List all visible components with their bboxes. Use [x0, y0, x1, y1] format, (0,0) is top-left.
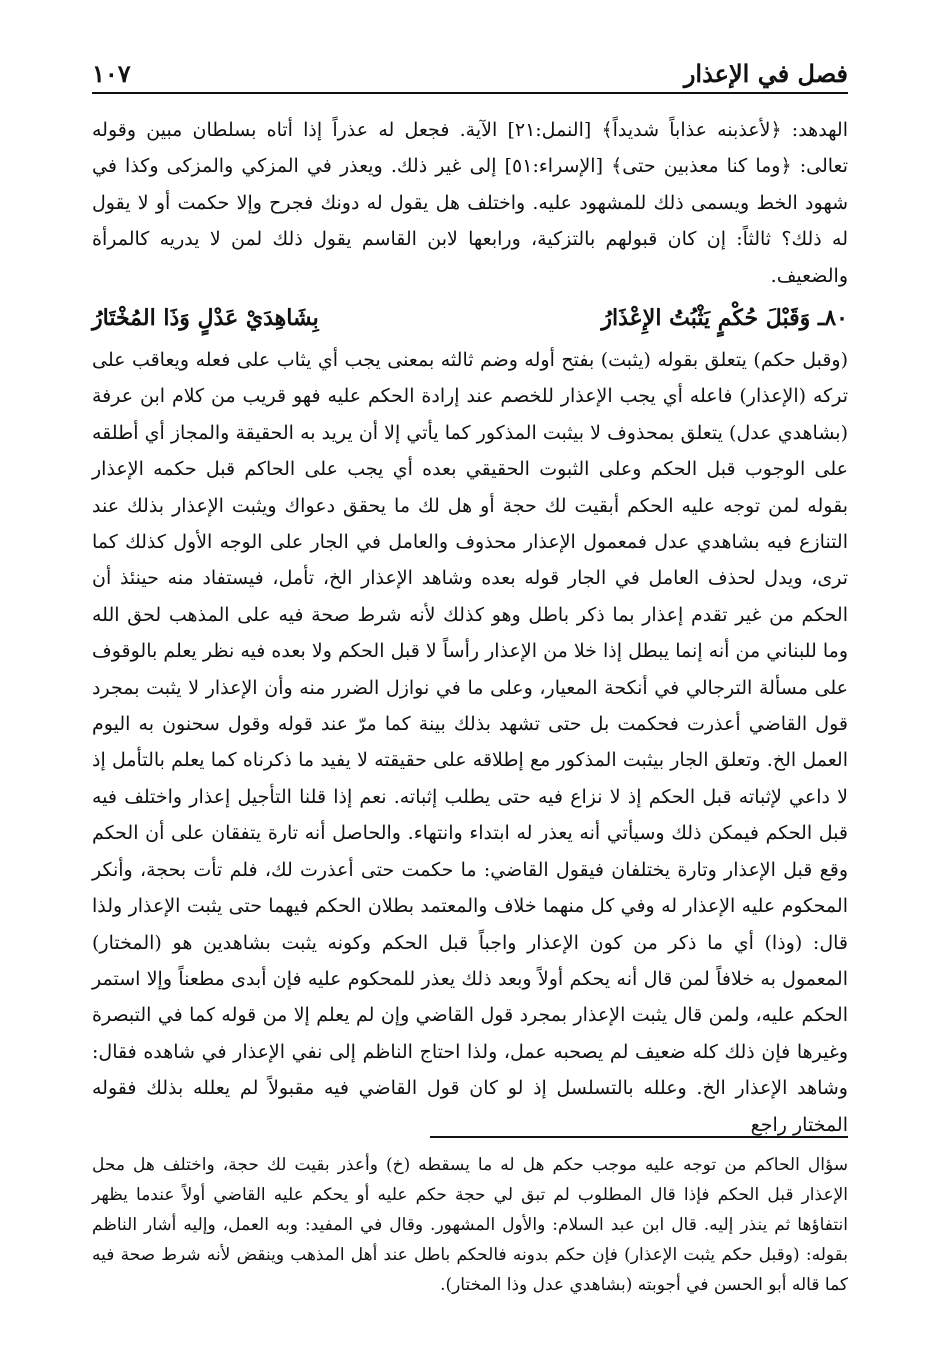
- footnote-area: [92, 1150, 848, 1330]
- header-divider: [92, 92, 848, 94]
- footnote-paragraph: سؤال الحاكم من توجه عليه موجب حكم هل له ما يسقطه (خ) وأعذر بقيت لك حجة، واختلف هل محل الإعذار قبل الحكم فإذا قال المطلوب لم تبق لي حجة حكم عليه أو يحكم عليه القاضي أولاً عندما يظهر انتفاؤها ثم ينذر إليه. قال ابن عبد السلام: والأول المشهور. وقال في المفيد: وبه العمل، وإليه أشار الناظم بقوله: (وقبل حكم يثبت الإعذار) فإن حكم بدونه فالحكم باطل عند أهل المذهب وينقض لأنه شرط صحة فيه كما قاله أبو الحسن في أجوبته (بشاهدي عدل وذا المختار).: [92, 1155, 849, 1295]
- commentary-paragraph: (وقبل حكم) يتعلق بقوله (يثبت) بفتح أوله وضم ثالثه بمعنى يجب أي يثاب على فعله ويعاقب على تركه (الإعذار) فاعله أي يجب الإعذار للخصم عند إرادة الحكم عليه فهو قريب من كلام ابن عرفة (بشاهدي عدل) يتعلق بمحذوف لا بيثبت المذكور كما يأتي إلا أن يريد به الحقيقة والمجاز أي أطلقه على الوجوب قبل الحكم وعلى الثبوت الحقيقي بعده أي يجب على الحاكم قبل حكمه الإعذار بقوله لمن توجه عليه الحكم أبقيت لك حجة أو هل لك ما يحقق دعواك ويثبت الإعذار بذلك عند التنازع فيه بشاهدي عدل فمعمول الإعذار محذوف والعامل في الجار على الوجه الأول كذلك كما ترى، ويدل لحذف العامل في الجار قوله بعده وشاهد الإعذار الخ، تأمل، فيستفاد منه حينئذ أن الحكم من غير تقدم إعذار بما ذكر باطل وهو كذلك لأنه شرط صحة فيه على المذهب لحق الله وما للبناني من أنه إنما يبطل إذا خلا من الإعذار رأساً لا قبل الحكم ولا بعده فيه نظر يعلم بالوقوف على مسألة الترجالي في أنكحة المعيار، وعلى ما في نوازل الضرر منه وأن الإعذار لا يثبت بمجرد قول القاضي أعذرت فحكمت بل حتى تشهد بذلك بينة كما مرّ عند قوله وقول سحنون به اليوم العمل الخ. وتعلق الجار بيثبت المذكور مع إطلاقه على حقيقته لا يفيد ما ذكرناه كما يعلم بالتأمل إذ لا داعي لإثباته قبل الحكم إذ لا نزاع فيه حتى يطلب إثباته. نعم إذا قلنا التأجيل إعذار واختلف فيه قبل الحكم فيمكن ذلك وسيأتي أنه يعذر له ابتداء وانتهاء. والحاصل أنه تارة يتفقان على أن الحكم وقع قبل الإعذار وتارة يختلفان فيقول القاضي: ما حكمت حتى أعذرت لك، فلم تأت بحجة، وأنكر المحكوم عليه الإعذار له وفي كل منهما خلاف والمعتمد بطلان الحكم فيهما حتى يثبت الإعذار ولذا قال: (وذا) أي ما ذكر من كون الإعذار واجباً قبل الحكم وكونه يثبت بشاهدين هو (المختار) المعمول به خلافاً لمن قال أنه يحكم أولاً وبعد ذلك يعذر للمحكوم عليه فإن أبدى مطعناً وإلا استمر الحكم عليه، ولمن قال يثبت الإعذار بمجرد قول القاضي وإن لم يعلم إلا من قوله كما في التبصرة وغيرها فإن ذلك كله ضعيف لم يصحبه عمل، ولذا احتاج الناظم إلى نفي الإعذار في شاهده فقال: وشاهد الإعذار الخ. وعلله بالتسلسل إذ لو كان قول القاضي فيه مقبولاً لم يعلله بذلك فقوله المختار راجع: [92, 349, 848, 1136]
- intro-paragraph: الهدهد: ﴿لأعذبنه عذاباً شديداً﴾ [النمل:٢١] الآية. فجعل له عذراً إذا أتاه بسلطان مبين وقوله تعالى: ﴿وما كنا معذبين حتى﴾ [الإسراء:٥١] إلى غير ذلك. ويعذر في المزكي والمزكى وكذا في شهود الخط ويسمى ذلك للمشهود عليه. واختلف هل يقول له دونك فجرح وإلا حكمت أو لا يقول له ذلك؟ ثالثاً: إن كان قبولهم بالتزكية، ورابعها لابن القاسم يقول ذلك لمن لا يدريه كالمرأة والضعيف.: [92, 119, 848, 287]
- footnote-divider: [430, 1136, 848, 1138]
- running-header: [92, 54, 848, 88]
- verse-first-hemistich: ٨٠ـ وَقَبْلَ حُكْمٍ يَثْبُتُ الإِعْذَارُ: [601, 305, 848, 331]
- verse-second-hemistich: بِشَاهِدَيْ عَدْلٍ وَذَا المُخْتَارُ: [92, 305, 319, 331]
- page-number: ١٠٧: [92, 59, 131, 88]
- verse-number: ٨٠: [824, 305, 848, 331]
- verse-first-text: وَقَبْلَ حُكْمٍ يَثْبُتُ الإِعْذَارُ: [601, 305, 811, 331]
- verse-line: [92, 298, 848, 342]
- chapter-title: فصل في الإعذار: [683, 59, 848, 88]
- main-text: [92, 112, 848, 1136]
